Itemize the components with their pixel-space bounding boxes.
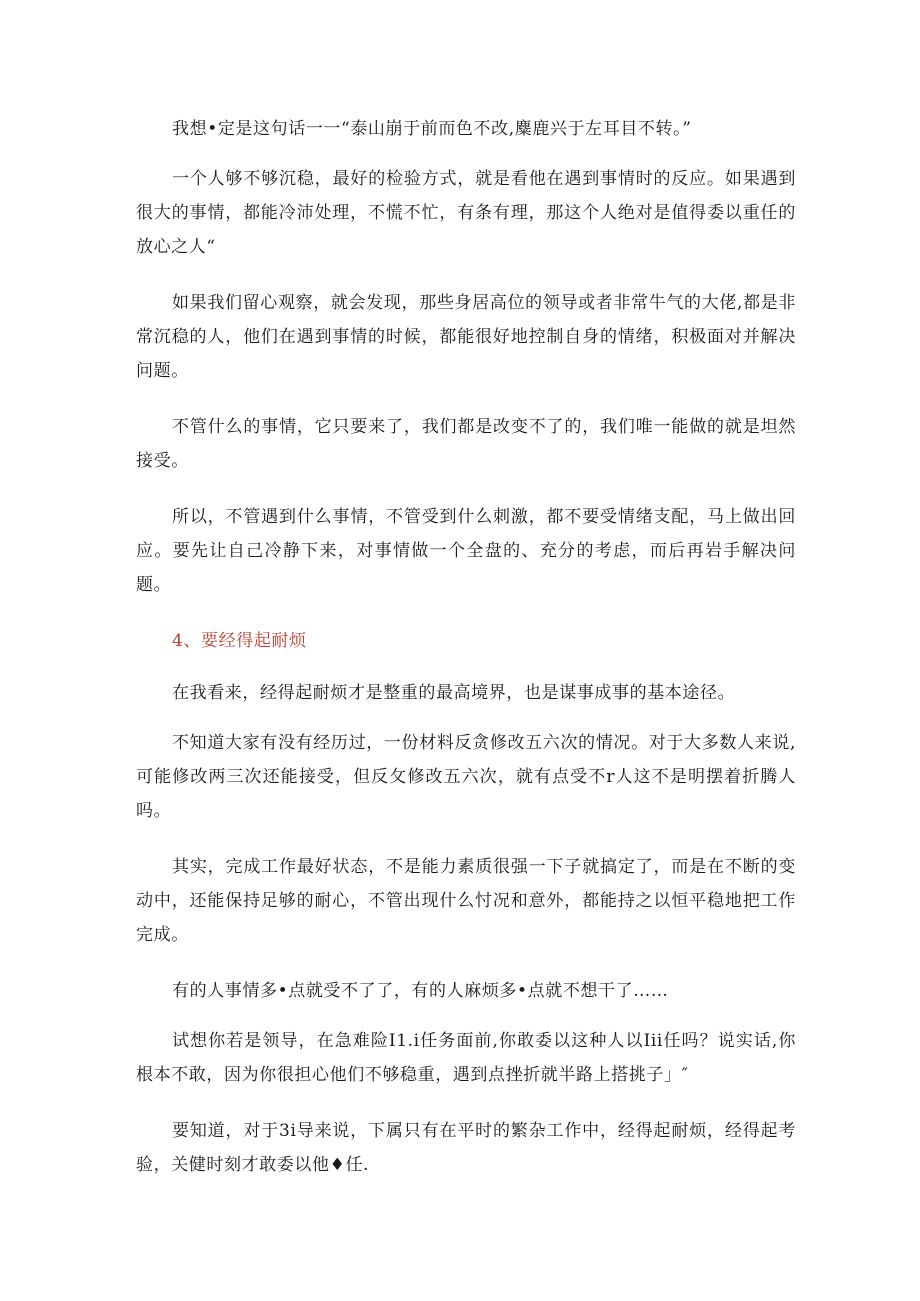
paragraph-patience-view: 在我看来，经得起耐烦才是整重的最高境界，也是谋事成事的基本途径。 [172,683,736,703]
paragraph-composure-test: 一个人够不够沉稳，最好的检验方式，就是看他在遇到事情时的反应。如果遇到很大的事情，都能冷沛处理，不慌不忙，有条有理，那这个人绝对是值得委以重任的放心之人“ [136,169,796,257]
paragraph-leader-view: 试想你若是领导，在急难险I1.i任务面前,你敢委以这种人以Iii任吗？说实话,你根本不敢，因为你很担心他们不够稳重，遇到点挫折就半路上搭挑子」″ [136,1031,796,1085]
paragraph-revisions: 不知道大家有没有经历过，一份材料反贪修改五六次的情况。对于大多数人来说,可能修改两三次还能接受，但反攵修改五六次，就有点受不r人这不是明摆着折腾人吗。 [136,733,796,821]
document-body [136,112,796,1204]
paragraph-conclusion: 要知道，对于3i导来说，下属只有在平时的繁杂工作中，经得起耐烦，经得起考验，关健时刻才敢委以他♦任. [136,1121,796,1175]
paragraph-impatient-people: 有的人事情多•点就受不了了，有的人麻烦多•点就不想干了…… [172,981,669,1001]
paragraph-acceptance: 不管什么的事情，它只要来了，我们都是改变不了的，我们唯一能做的就是坦然接受。 [136,417,796,471]
section-heading: 4、要经得起耐烦 [172,631,307,651]
paragraph-best-state: 其实，完成工作最好状态，不是能力素质很强一下子就搞定了，而是在不断的变动中，还能保持足够的耐心，不管出现什么忖况和意外，都能持之以恒平稳地把工作完成。 [136,857,796,945]
paragraph-observation: 如果我们留心观察，就会发现，那些身居高位的领导或者非常牛气的大佬,都是非常沉稳的人，他们在遇到事情的时候，都能很好地控制自身的情绪，积极面对并解决问题。 [136,293,796,381]
paragraph-quote: 我想•定是这句话一一“泰山崩于前而色不改,麋鹿兴于左耳目不转。” [172,119,692,139]
paragraph-calm-first: 所以，不管遇到什么事情，不管受到什么刺激，都不要受情绪支配，马上做出回应。要先让自己冷静下来，对事情做一个全盘的、充分的考虑，而后再岩手解决问题。 [136,507,796,595]
